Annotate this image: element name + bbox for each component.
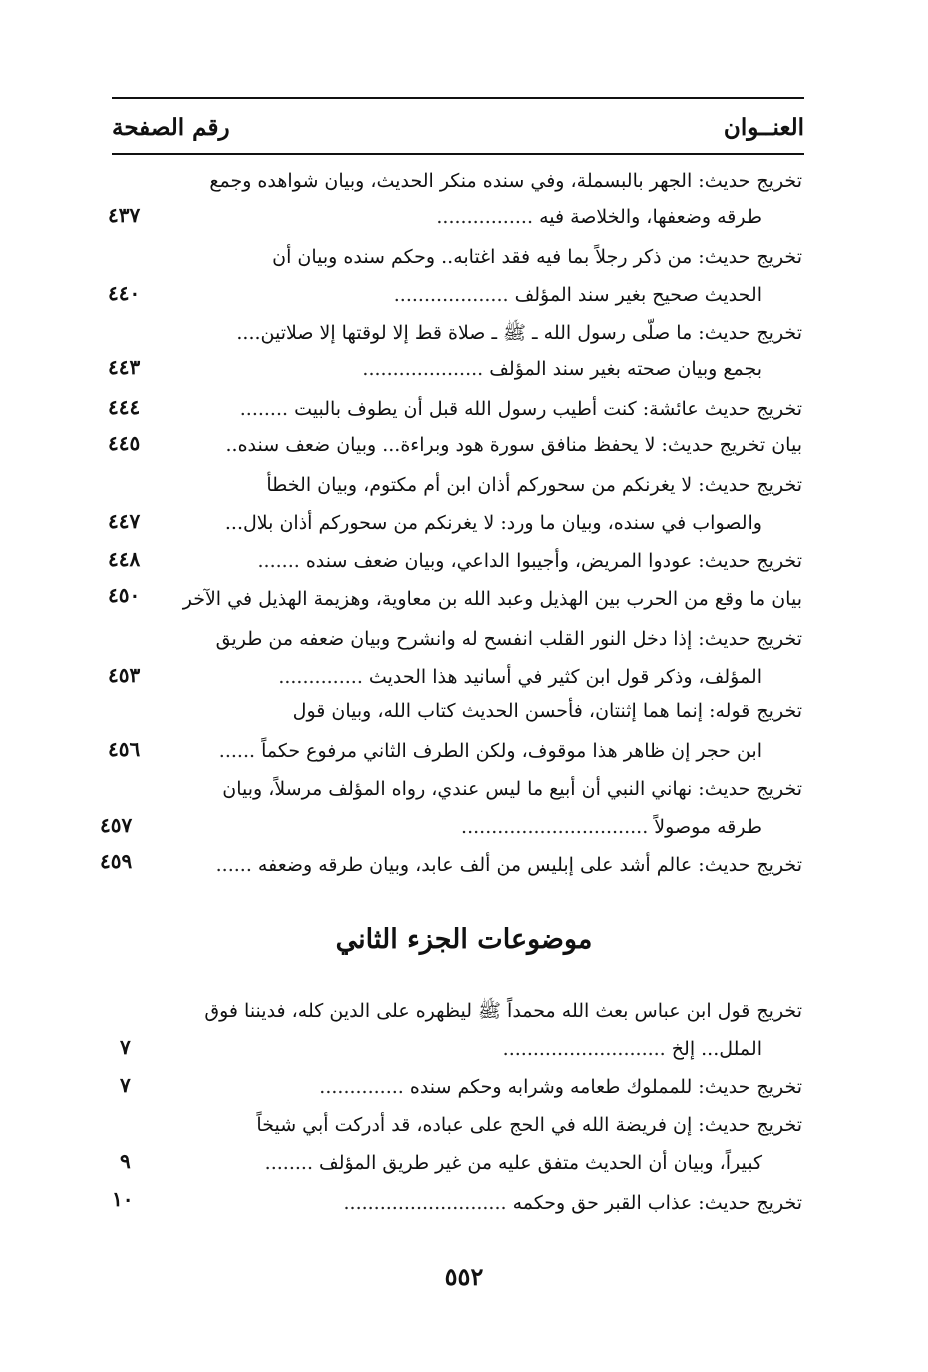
entry-text-line2: الملل... إلخ ...........................: [502, 1038, 762, 1060]
entry-text-line2: بجمع وبيان صحته بغير سند المؤلف ....................: [362, 358, 762, 380]
entry-page-number: ٤٣٧: [108, 203, 141, 227]
entry-text-line1: تخريج حديث: عذاب القبر حق وحكمه ...........................: [343, 1192, 802, 1214]
entry-page-number: ٤٥٦: [108, 737, 141, 761]
entry-text-line1: تخريج حديث: للمملوك طعامه وشرابه وحكم سنده ..............: [319, 1076, 802, 1098]
entry-text-line1: تخريج حديث: لا يغرنكم من سحوركم أذان ابن أم مكتوم، وبيان الخطأ: [266, 474, 802, 496]
entry-text-line2: المؤلف، وذكر قول ابن كثير في أسانيد هذا الحديث ..............: [278, 666, 762, 688]
entry-page-number: ٧: [120, 1073, 131, 1097]
entry-text-line1: تخريج حديث: نهاني النبي أن أبيع ما ليس عندي، رواه المؤلف مرسلاً، وبيان: [222, 778, 802, 800]
entry-page-number: ٤٥٠: [108, 583, 141, 607]
entry-text-line2: ابن حجر إن ظاهر هذا موقوف، ولكن الطرف الثاني مرفوع حكماً ......: [218, 740, 762, 762]
entry-page-number: ٤٤٣: [108, 355, 141, 379]
header-page-label: رقم الصفحة: [112, 114, 230, 141]
entry-page-number: ٧: [120, 1035, 131, 1059]
entry-text-line1: تخريج حديث: إن فريضة الله في الحج على عباده، قد أدركت أبي شيخاً: [256, 1114, 802, 1136]
entry-text-line1: تخريج حديث: عالم أشد على إبليس من ألف عابد، وبيان طرقه وضعفه ......: [215, 854, 802, 876]
header-title-label: العنــوان: [723, 114, 804, 141]
top-rule: [112, 97, 804, 99]
entry-text-line2: كبيراً، وبيان أن الحديث متفق عليه من غير طريق المؤلف ........: [264, 1152, 762, 1174]
header-rule: [112, 153, 804, 155]
entry-page-number: ٤٤٥: [108, 431, 141, 455]
entry-page-number: ٤٤٨: [108, 547, 141, 571]
entry-text-line1: بيان تخريج حديث: لا يحفظ منافق سورة هود وبراءة... وبيان ضعف سنده..: [225, 434, 802, 456]
entry-page-number: ٤٤٠: [108, 281, 141, 305]
entry-text-line1: تخريج قول ابن عباس بعث الله محمداً ﷺ ليظهره على الدين كله، فديننا فوق: [204, 1000, 802, 1022]
entry-text-line2: طرقه وضعفها، والخلاصة فيه ................: [436, 206, 762, 228]
entry-page-number: ٤٥٩: [100, 849, 133, 873]
entry-text-line2: والصواب في سنده، وبيان ما ورد: لا يغرنكم من سحوركم أذان بلال...: [224, 512, 762, 534]
entry-page-number: ١٠: [112, 1187, 134, 1211]
entry-page-number: ٤٥٧: [100, 813, 133, 837]
entry-text-line2: الحديث صحيح بغير سند المؤلف ...................: [393, 284, 762, 306]
entry-page-number: ٩: [120, 1149, 131, 1173]
entry-text-line1: تخريج حديث: الجهر بالبسملة، وفي سنده منكر الحديث، وبيان شواهده وجمع: [209, 170, 802, 192]
entry-page-number: ٤٤٤: [108, 395, 141, 419]
footer-page-number: ٥٥٢: [444, 1262, 484, 1291]
entry-text-line1: تخريج حديث عائشة: كنت أطيب رسول الله قبل أن يطوف بالبيت ........: [239, 398, 802, 420]
entry-text-line1: بيان ما وقع من الحرب بين الهذيل وعبد الله بن معاوية، وهزيمة الهذيل في الآخر: [182, 588, 802, 610]
entry-text-line1: تخريج حديث: إذا دخل النور القلب انفسح له وانشرح وبيان ضعفه من طريق: [215, 628, 802, 650]
entry-text-line2: طرقه موصولاً ...............................: [461, 816, 762, 838]
entry-text-line1: تخريج حديث: عودوا المريض، وأجيبوا الداعي، وبيان ضعف سنده .......: [257, 550, 802, 572]
entry-text-line1: تخريج قوله: إنما هما إثنتان، فأحسن الحديث كتاب الله، وبيان قول: [292, 700, 802, 722]
entry-text-line1: تخريج حديث: ما صلّى رسول الله ـ ﷺ ـ صلاة قط إلا لوقتها إلا صلاتين....: [236, 322, 802, 344]
entry-page-number: ٤٤٧: [108, 509, 141, 533]
entry-page-number: ٤٥٣: [108, 663, 141, 687]
section-title: موضوعات الجزء الثاني: [335, 924, 593, 955]
entry-text-line1: تخريج حديث: من ذكر رجلاً بما فيه فقد اغتابه.. وحكم سنده وبيان أن: [272, 246, 802, 268]
